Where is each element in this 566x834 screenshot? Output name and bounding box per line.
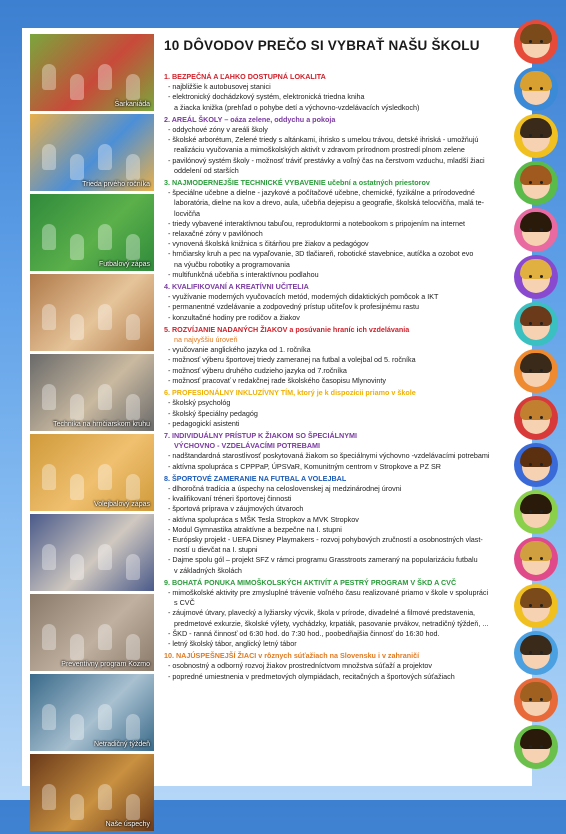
child-figure xyxy=(514,396,558,440)
section-heading: 4. KVALIFIKOVANÍ A KREATÍVNI UČITELIA xyxy=(164,282,309,292)
section-item: - pavilónový systém školy - možnosť tráviť prestávky a voľný čas na čerstvom vzduchu, mladší žiaci xyxy=(168,155,485,165)
section-heading: 1. BEZPEČNÁ A ĽAHKO DOSTUPNÁ LOKALITA xyxy=(164,72,326,81)
section-heading: 6. PROFESIONÁLNY INKLUZÍVNY TÍM, ktorý je k dispozícii priamo v škole xyxy=(164,388,416,398)
school-photo xyxy=(30,594,154,671)
section-item: - permanentné vzdelávanie a zodpovedný prístup učiteľov k profesijnému rastu xyxy=(168,302,420,312)
child-hair xyxy=(520,541,552,561)
section-item: v základných školách xyxy=(174,565,242,575)
photo-caption: Technika na hrnčiarskom kruhu xyxy=(53,421,150,428)
photo-figure xyxy=(70,714,84,740)
child-figure xyxy=(514,67,558,111)
child-hair xyxy=(520,118,552,138)
section-item: na najvyššiu úroveň xyxy=(174,335,238,345)
reasons-list xyxy=(164,70,509,682)
section-item: - triedy vybavené interaktívnou tabuľou, reproduktormi a notebookom s pripojením na internet xyxy=(168,218,465,228)
school-photo xyxy=(30,34,154,111)
child-eye xyxy=(529,651,532,654)
section-item: - špeciálne učebne a dielne - jazykové a počítačové učebne, chemické, fyzikálne a prírodovedné xyxy=(168,188,475,198)
photo-figure xyxy=(70,74,84,100)
photo-figure xyxy=(126,154,140,180)
child-figure xyxy=(514,537,558,581)
child-eye xyxy=(529,698,532,701)
photo-figure xyxy=(70,234,84,260)
school-photo xyxy=(30,434,154,511)
photo-caption: Trieda prvého ročníka xyxy=(82,181,150,188)
section-item: - Modul Gymnastika atraktívne a bezpečne na I. stupni xyxy=(168,524,342,534)
school-photo xyxy=(30,274,154,351)
photo-caption: Šarkaniáda xyxy=(114,101,150,108)
photo-figure xyxy=(126,474,140,500)
photo-figure xyxy=(126,314,140,340)
child-hair xyxy=(520,71,552,91)
photo-figure xyxy=(98,544,112,570)
section-item: - oddychové zóny v areáli školy xyxy=(168,125,268,135)
section-item: laboratória, dielne na kov a drevo, aula, učebňa dejepisu a geografie, školská telocvičňa, malá te- xyxy=(174,198,485,208)
section-item: - možnosť výberu športovej triedy zameranej na futbal a volejbal od 5. ročníka xyxy=(168,355,416,365)
child-eye xyxy=(529,181,532,184)
section-item: - Európsky projekt - UEFA Disney Playmakers - rozvoj pohybových zručností a osobnostných vlast- xyxy=(168,534,483,544)
section-item: - nadštandardná starostlivosť poskytovaná žiakom so špeciálnymi výchovno -vzdelávacími potrebami xyxy=(168,451,490,461)
child-hair xyxy=(520,729,552,749)
photo-figure xyxy=(70,394,84,420)
school-photo xyxy=(30,674,154,751)
section-heading: 10. NAJÚSPEŠNEJŠÍ ŽIACI v rôznych súťažiach na Slovensku i v zahraničí xyxy=(164,651,420,661)
photo-caption: Naše úspechy xyxy=(105,821,150,828)
photo-figure xyxy=(70,554,84,580)
child-hair xyxy=(520,24,552,44)
photo-figure xyxy=(126,74,140,100)
section-item: VÝCHOVNO - VZDELÁVACÍMI POTREBAMI xyxy=(174,441,321,451)
photo-caption: Preventívny program Kozmo xyxy=(61,661,150,668)
section-heading: 8. ŠPORTOVÉ ZAMERANIE NA FUTBAL A VOLEJBAL xyxy=(164,473,347,483)
child-hair xyxy=(520,635,552,655)
section-item: - relaxačné zóny v pavilónoch xyxy=(168,229,263,239)
child-eye xyxy=(529,275,532,278)
child-hair xyxy=(520,447,552,467)
section-item: oddelení od starších xyxy=(174,165,239,175)
poster-title: 10 DÔVODOV PREČO SI VYBRAŤ NAŠU ŠKOLU xyxy=(164,38,480,53)
child-figure xyxy=(514,208,558,252)
photo-figure xyxy=(98,64,112,90)
section-heading: 5. ROZVÍJANIE NADANÝCH ŽIAKOV a posúvanie hraníc ich vzdelávania xyxy=(164,324,410,334)
photo-figure xyxy=(42,224,56,250)
section-heading: 3. NAJMODERNEJŠIE TECHNICKÉ VYBAVENIE učební a ostatných priestorov xyxy=(164,178,430,188)
child-hair xyxy=(520,306,552,326)
photo-figure xyxy=(126,634,140,660)
section-item: - možnosť pracovať v redakčnej rade školského časopisu Mlynovinty xyxy=(168,375,386,385)
child-figure xyxy=(514,302,558,346)
section-item: - záujmové útvary, plavecký a lyžiarsky výcvik, škola v prírode, divadelné a filmové predstavenia, xyxy=(168,608,476,618)
child-eye xyxy=(529,369,532,372)
photo-figure xyxy=(126,714,140,740)
section-heading: 2. AREÁL ŠKOLY – oáza zelene, oddychu a pokoja xyxy=(164,114,336,124)
child-eye xyxy=(529,416,532,419)
child-eye xyxy=(540,275,543,278)
photo-figure xyxy=(42,64,56,90)
child-figure xyxy=(514,161,558,205)
child-hair xyxy=(520,353,552,373)
child-eye xyxy=(540,228,543,231)
child-eye xyxy=(529,228,532,231)
section-item: - aktívna spolupráca s CPPPaP, ÚPSVaR, Komunitným centrom v Stropkove a PZ SR xyxy=(168,461,441,471)
section-item: - využívanie moderných vyučovacích metód, moderných didaktických pomôcok a IKT xyxy=(168,292,439,302)
section-item: - najbližšie k autobusovej stanici xyxy=(168,82,271,92)
child-eye xyxy=(529,463,532,466)
child-hair xyxy=(520,588,552,608)
child-eye xyxy=(529,510,532,513)
child-eye xyxy=(540,40,543,43)
section-item: - konzultačné hodiny pre rodičov a žiakov xyxy=(168,312,300,322)
child-hair xyxy=(520,682,552,702)
child-eye xyxy=(540,416,543,419)
photo-figure xyxy=(70,794,84,820)
photo-figure xyxy=(42,784,56,810)
photo-figure xyxy=(70,474,84,500)
children-border-illustration xyxy=(508,20,564,790)
child-eye xyxy=(540,651,543,654)
child-eye xyxy=(540,745,543,748)
photo-figure xyxy=(126,234,140,260)
child-eye xyxy=(540,463,543,466)
photo-figure xyxy=(42,304,56,330)
photo-figure xyxy=(126,794,140,820)
section-item: - pedagogickí asistenti xyxy=(168,418,240,428)
child-eye xyxy=(529,87,532,90)
child-eye xyxy=(529,134,532,137)
section-item: - hrnčiarsky kruh a pec na vypaľovanie, 3D tlačiareň, robotické stavebnice, autíčka a ozobot evo xyxy=(168,249,474,259)
child-figure xyxy=(514,631,558,675)
photo-figure xyxy=(42,464,56,490)
child-eye xyxy=(540,181,543,184)
photo-caption: Netradičný týždeň xyxy=(93,741,150,748)
section-heading: 7. INDIVIDUÁLNY PRÍSTUP K ŽIAKOM SO ŠPECIÁLNYMI xyxy=(164,430,358,440)
photo-figure xyxy=(98,384,112,410)
child-figure xyxy=(514,255,558,299)
section-item: - aktívna spolupráca s MŠK Tesla Stropkov a MVK Stropkov xyxy=(168,514,359,524)
child-hair xyxy=(520,259,552,279)
photo-figure xyxy=(42,704,56,730)
section-item: locvičňa xyxy=(174,208,200,218)
child-hair xyxy=(520,494,552,514)
section-item: - mimoškolské aktivity pre zmysluplné trávenie voľného času realizované priamo v škole v spolupráci xyxy=(168,587,489,597)
photo-figure xyxy=(98,784,112,810)
section-item: - kvalifikovaní tréneri športovej činnosti xyxy=(168,494,292,504)
child-figure xyxy=(514,678,558,722)
child-hair xyxy=(520,165,552,185)
photo-figure xyxy=(126,394,140,420)
section-item: - vyučovanie anglického jazyka od 1. ročníka xyxy=(168,345,311,355)
photo-figure xyxy=(126,554,140,580)
section-item: - popredné umiestnenia v predmetových olympiádach, recitačných a športových súťažiach xyxy=(168,671,455,681)
child-hair xyxy=(520,212,552,232)
child-figure xyxy=(514,20,558,64)
photo-figure xyxy=(42,624,56,650)
section-item: - letný školský tábor, anglický letný tábor xyxy=(168,638,297,648)
photo-caption: Futbalový zápas xyxy=(99,261,150,268)
child-eye xyxy=(540,604,543,607)
section-item: - elektronický dochádzkový systém, elektronická triedna kniha xyxy=(168,92,365,102)
section-heading: 9. BOHATÁ PONUKA MIMOŠKOLSKÝCH AKTIVÍT A PESTRÝ PROGRAM V ŠKD A CVČ xyxy=(164,577,457,587)
child-eye xyxy=(540,369,543,372)
school-photo xyxy=(30,754,154,831)
photo-figure xyxy=(70,634,84,660)
child-eye xyxy=(540,510,543,513)
child-eye xyxy=(529,40,532,43)
section-item: na výučbu robotiky a programovania xyxy=(174,259,290,269)
section-item: ností u dievčat na I. stupni xyxy=(174,545,258,555)
photo-figure xyxy=(98,464,112,490)
section-item: a žiacka knižka (prehľad o pohybe detí a výchovno-vzdelávacích výsledkoch) xyxy=(174,102,420,112)
section-item: - Dajme spolu gól – projekt SFZ v rámci programu Grasstroots zameraný na popularizáciu futbalu xyxy=(168,555,478,565)
child-eye xyxy=(540,698,543,701)
child-eye xyxy=(540,557,543,560)
photo-figure xyxy=(98,304,112,330)
section-item: - multifunkčná učebňa s interaktívnou podlahou xyxy=(168,269,319,279)
photo-figure xyxy=(98,624,112,650)
school-photo xyxy=(30,194,154,271)
photo-figure xyxy=(42,544,56,570)
photo-caption: Volejbalový zápas xyxy=(93,501,150,508)
photo-figure xyxy=(98,704,112,730)
school-photo xyxy=(30,114,154,191)
child-eye xyxy=(540,134,543,137)
section-item: predmetové exkurzie, školské výlety, vychádzky, krpatiák, pasovanie prvákov, netradičný týždeň, ... xyxy=(174,618,489,628)
section-item: - osobnostný a odborný rozvoj žiakov prostredníctvom množstva súťaží a projektov xyxy=(168,661,432,671)
section-item: s CVČ xyxy=(174,598,195,608)
child-eye xyxy=(529,745,532,748)
child-eye xyxy=(529,604,532,607)
photo-figure xyxy=(98,144,112,170)
section-item: - školské arborétum, Zelené triedy s altánkami, ihrisko s umelou trávou, detské ihriská - umožňujú xyxy=(168,135,479,145)
child-figure xyxy=(514,490,558,534)
child-figure xyxy=(514,443,558,487)
section-item: - školský psychológ xyxy=(168,398,231,408)
school-photo xyxy=(30,514,154,591)
school-photo xyxy=(30,354,154,431)
child-eye xyxy=(529,557,532,560)
photo-figure xyxy=(42,144,56,170)
child-eye xyxy=(540,322,543,325)
photo-column xyxy=(30,34,154,834)
section-item: realizáciu vyučovania a mimoškolských aktivít v zdravom prírodnom prostredí plnom zelene xyxy=(174,145,465,155)
child-figure xyxy=(514,584,558,628)
photo-figure xyxy=(98,224,112,250)
section-item: - vynovená školská knižnica s čitárňou pre žiakov a pedagógov xyxy=(168,239,369,249)
child-figure xyxy=(514,725,558,769)
section-item: - možnosť výberu druhého cudzieho jazyka od 7.ročníka xyxy=(168,365,347,375)
photo-figure xyxy=(70,314,84,340)
child-eye xyxy=(529,322,532,325)
section-item: - športová príprava v záujmových útvaroch xyxy=(168,504,304,514)
child-hair xyxy=(520,400,552,420)
child-figure xyxy=(514,114,558,158)
photo-figure xyxy=(70,154,84,180)
child-eye xyxy=(540,87,543,90)
section-item: - ŠKD - ranná činnosť od 6:30 hod. do 7:30 hod., poobedňajšia činnosť do 16:30 hod. xyxy=(168,628,440,638)
section-item: - školský špeciálny pedagóg xyxy=(168,408,258,418)
section-item: - dlhoročná tradícia a úspechy na celoslovenskej aj medzinárodnej úrovni xyxy=(168,483,402,493)
child-figure xyxy=(514,349,558,393)
photo-figure xyxy=(42,384,56,410)
